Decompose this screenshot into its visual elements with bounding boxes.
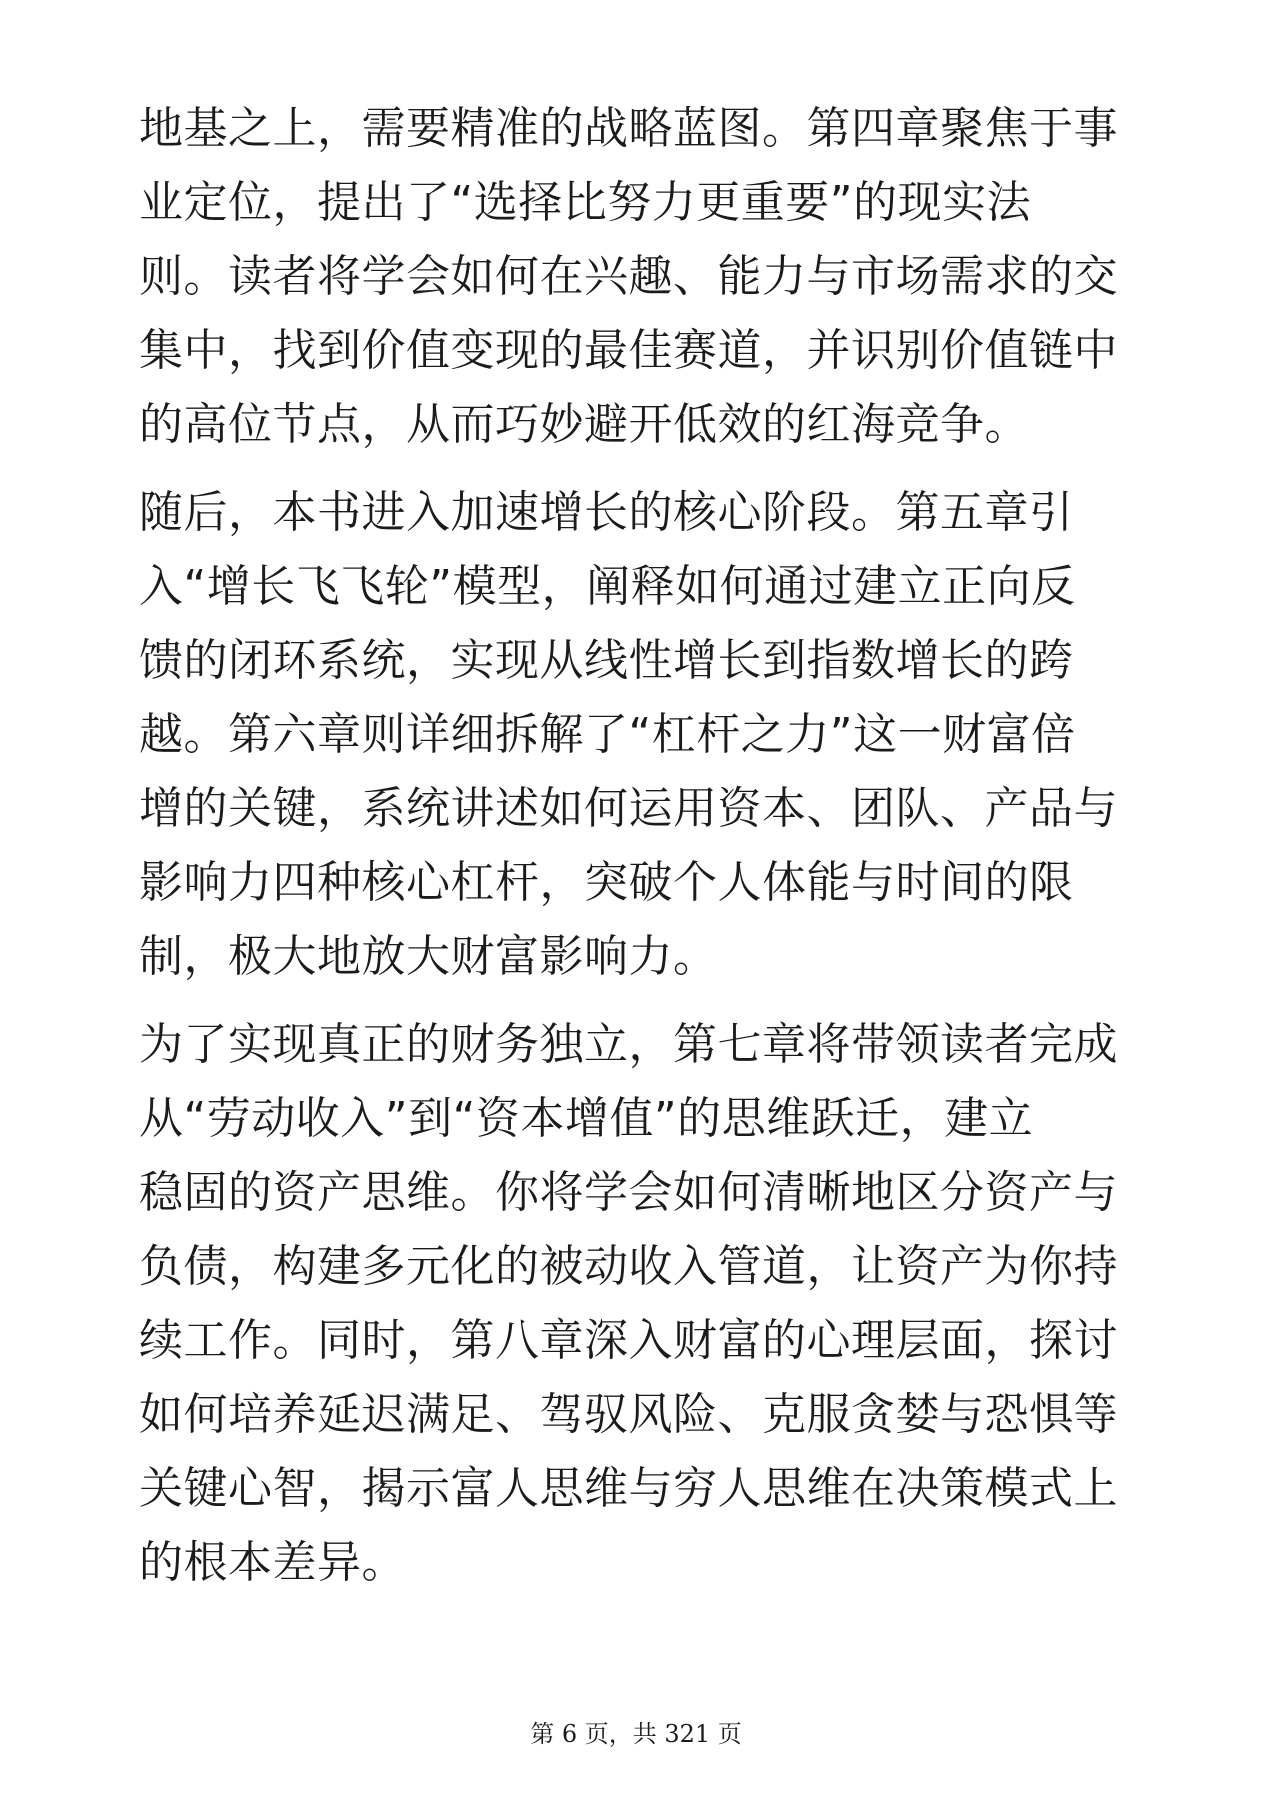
text-line: 制，极大地放大财富影响力。 (139, 931, 718, 982)
paragraph-3 (139, 1008, 1139, 1600)
text-line: 关键心智，揭示富人思维与穷人思维在决策模式上 (139, 1463, 1118, 1514)
text-line: 的根本差异。 (139, 1537, 406, 1588)
paragraph-1 (139, 92, 1139, 462)
text-line: 业定位，提出了“选择比努力更重要”的现实法 (139, 177, 1032, 228)
text-line: 入“增长飞飞轮”模型，阐释如何通过建立正向反 (139, 561, 1076, 612)
text-line: 地基之上，需要精准的战略蓝图。第四章聚焦于事 (139, 103, 1118, 154)
text-line: 为了实现真正的财务独立，第七章将带领读者完成 (139, 1019, 1118, 1070)
text-line: 稳固的资产思维。你将学会如何清晰地区分资产与 (139, 1167, 1118, 1218)
page-number-footer: 第 6 页，共 321 页 (530, 1720, 742, 1748)
text-line: 从“劳动收入”到“资本增值”的思维跃迁，建立 (139, 1093, 1034, 1144)
paragraph-2 (139, 476, 1139, 994)
text-line: 越。第六章则详细拆解了“杠杆之力”这一财富倍 (139, 709, 1076, 760)
text-line: 续工作。同时，第八章深入财富的心理层面，探讨 (139, 1315, 1118, 1366)
text-line: 负债，构建多元化的被动收入管道，让资产为你持 (139, 1241, 1118, 1292)
text-line: 影响力四种核心杠杆，突破个人体能与时间的限 (139, 857, 1074, 908)
text-line: 馈的闭环系统，实现从线性增长到指数增长的跨 (139, 635, 1074, 686)
text-line: 随后，本书进入加速增长的核心阶段。第五章引 (139, 487, 1074, 538)
text-line: 的高位节点，从而巧妙避开低效的红海竞争。 (139, 399, 1029, 450)
text-line: 则。读者将学会如何在兴趣、能力与市场需求的交 (139, 251, 1118, 302)
text-line: 增的关键，系统讲述如何运用资本、团队、产品与 (139, 783, 1118, 834)
body-text (139, 92, 1139, 1614)
text-line: 如何培养延迟满足、驾驭风险、克服贪婪与恐惧等 (139, 1389, 1118, 1440)
text-line: 集中，找到价值变现的最佳赛道，并识别价值链中 (139, 325, 1118, 376)
